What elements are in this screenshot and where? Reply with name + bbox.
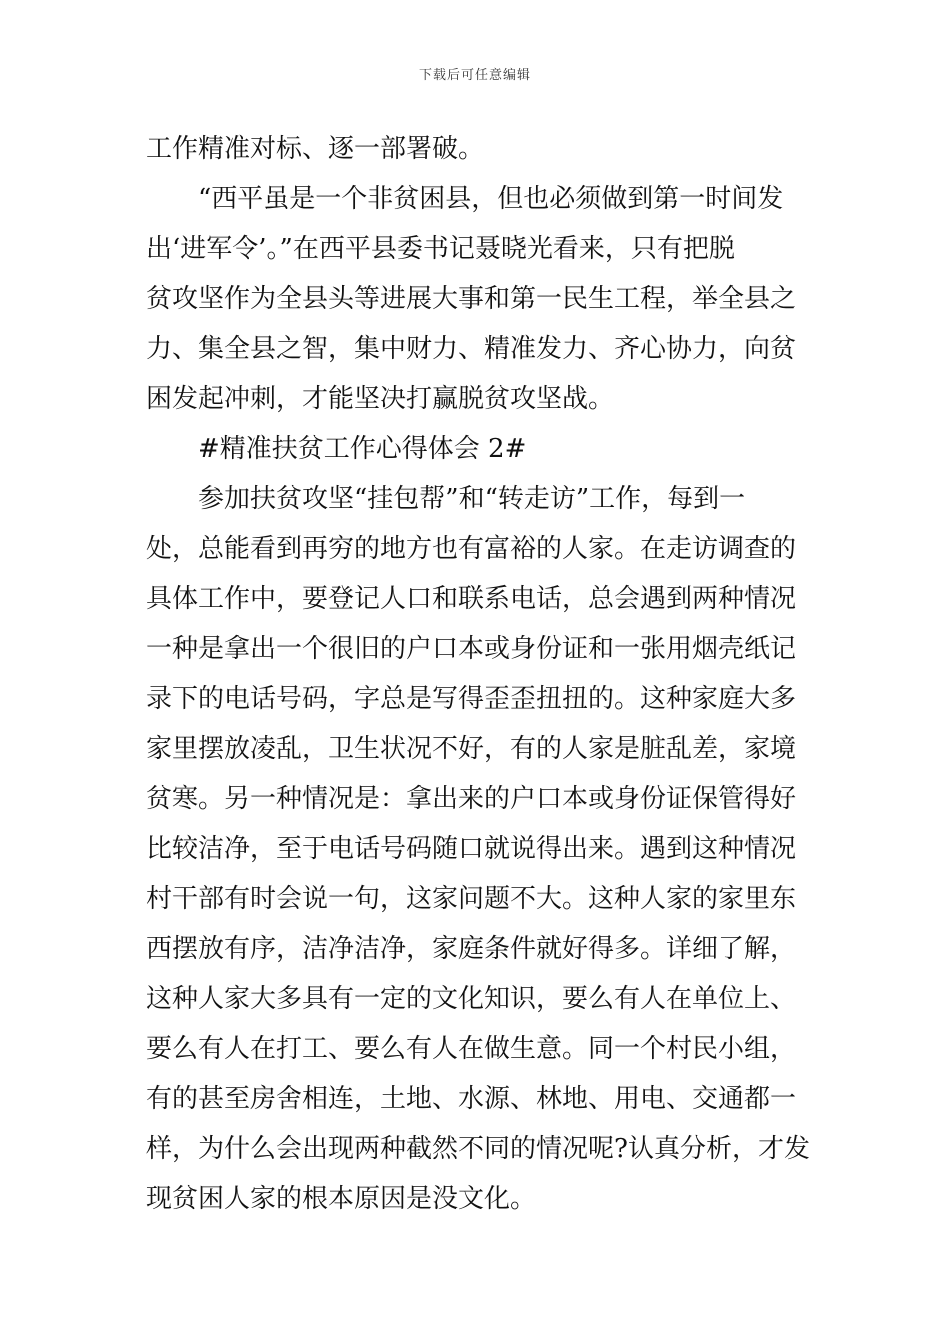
- text-line: 村干部有时会说一句，这家问题不大。这种人家的家里东: [146, 884, 797, 914]
- text-line: 贫攻坚作为全县头等进展大事和第一民生工程，举全县之: [146, 284, 797, 314]
- text-line: 有的甚至房舍相连，土地、水源、林地、用电、交通都一: [146, 1084, 797, 1114]
- text-line: 一种是拿出一个很旧的户口本或身份证和一张用烟壳纸记: [146, 634, 797, 664]
- text-line: 力、集全县之智，集中财力、精准发力、齐心协力，向贫: [146, 334, 797, 364]
- text-line: 样，为什么会出现两种截然不同的情况呢?认真分析，才发: [146, 1134, 810, 1164]
- text-line: 工作精准对标、逐一部署破。: [146, 134, 485, 164]
- text-line: “西平虽是一个非贫困县，但也必须做到第一时间发: [198, 184, 784, 214]
- text-line: 困发起冲刺，才能坚决打赢脱贫攻坚战。: [146, 384, 615, 414]
- text-line: 比较洁净，至于电话号码随口就说得出来。遇到这种情况: [146, 834, 797, 864]
- text-line: 出‘进军令’。”在西平县委书记聂晓光看来，只有把脱: [146, 234, 735, 264]
- text-line: 具体工作中，要登记人口和联系电话，总会遇到两种情况: [146, 584, 797, 614]
- text-line: 家里摆放凌乱，卫生状况不好，有的人家是脏乱差，家境: [146, 734, 797, 764]
- text-line: 要么有人在打工、要么有人在做生意。同一个村民小组，: [146, 1034, 797, 1064]
- text-line: 贫寒。另一种情况是：拿出来的户口本或身份证保管得好: [146, 784, 797, 814]
- text-line: 西摆放有序，洁净洁净，家庭条件就好得多。详细了解，: [146, 934, 797, 964]
- document-body: [146, 124, 810, 1224]
- text-line: 参加扶贫攻坚“挂包帮”和“转走访”工作，每到一: [198, 484, 746, 514]
- page-header: 下载后可任意编辑: [418, 68, 531, 83]
- text-line: 录下的电话号码，字总是写得歪歪扭扭的。这种家庭大多: [146, 684, 797, 714]
- text-line: 现贫困人家的根本原因是没文化。: [146, 1184, 537, 1214]
- text-line: 这种人家大多具有一定的文化知识，要么有人在单位上、: [146, 984, 797, 1014]
- text-line: 处，总能看到再穷的地方也有富裕的人家。在走访调查的: [146, 534, 797, 564]
- section-heading: #精准扶贫工作心得体会 2#: [198, 434, 527, 464]
